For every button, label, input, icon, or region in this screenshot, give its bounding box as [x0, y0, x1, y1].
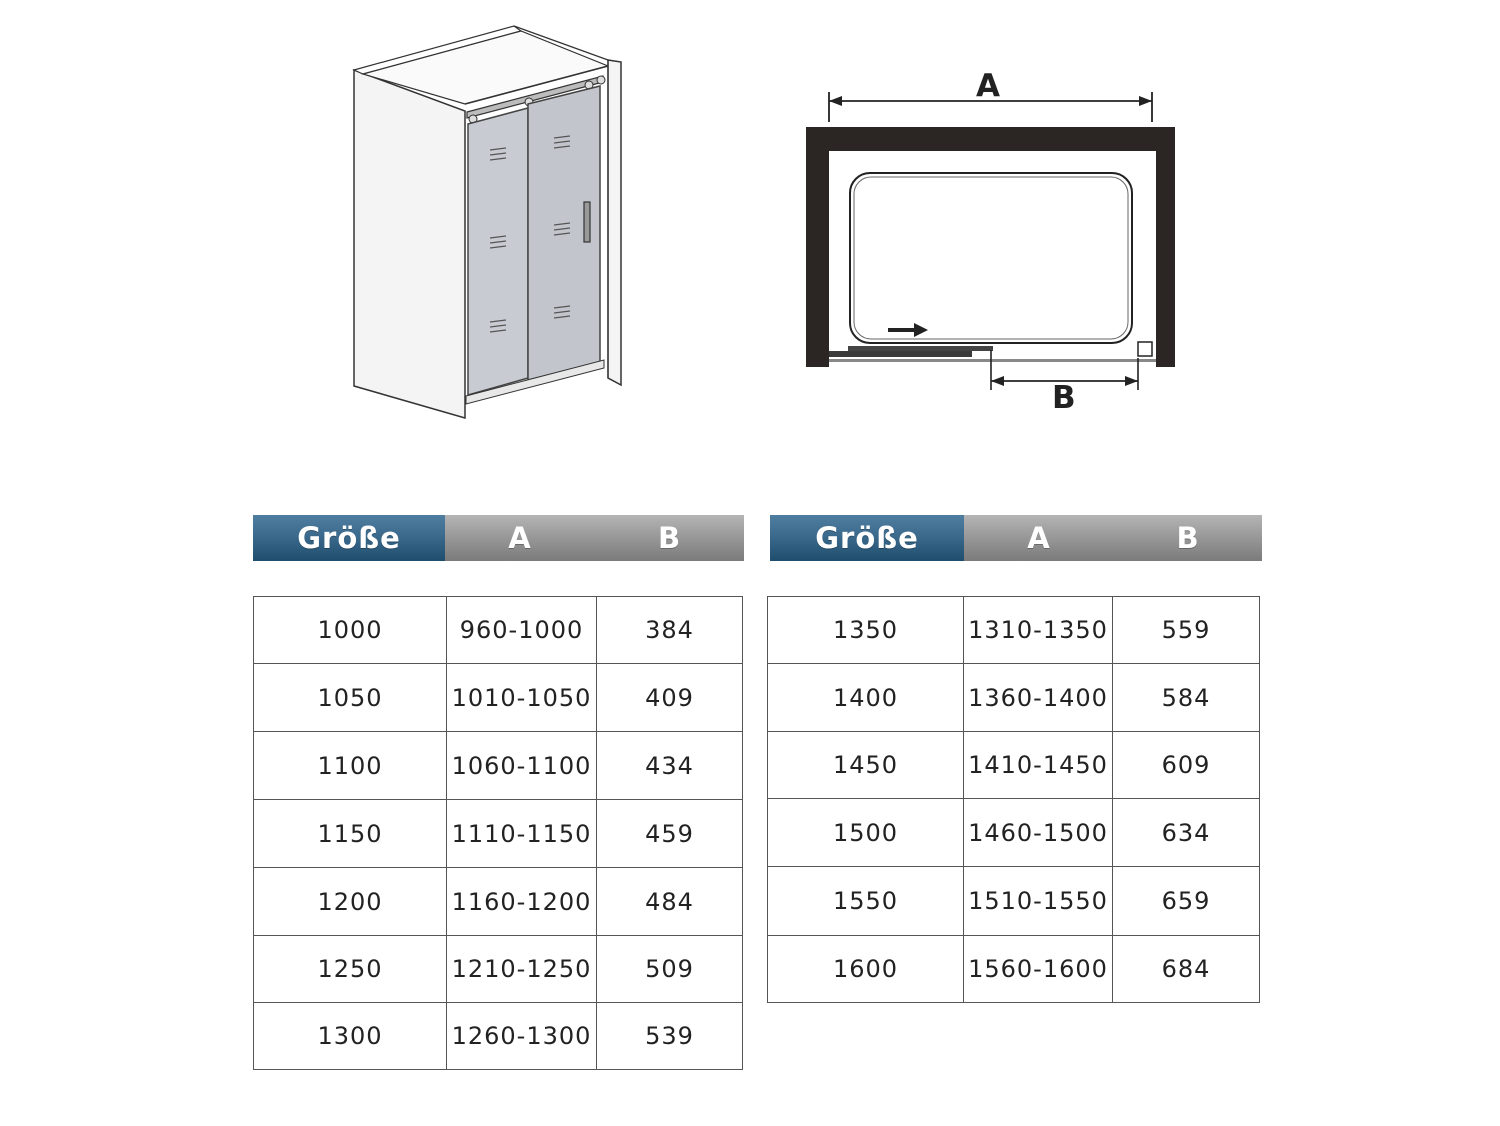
table-row: [768, 867, 1260, 936]
cell-a: 960-1000: [447, 597, 597, 664]
cell-size: 1550: [768, 867, 964, 936]
door-glass-top-view: [848, 346, 993, 351]
cell-size: 1350: [768, 597, 964, 664]
header-size: Größe: [770, 515, 964, 561]
cell-b: 509: [597, 936, 743, 1003]
table-row: [254, 868, 743, 936]
cell-size: 1100: [254, 732, 447, 800]
top-view-diagram: [0, 0, 1300, 440]
table-row: [254, 597, 743, 664]
table-row: [768, 732, 1260, 799]
table-row: [254, 800, 743, 868]
cell-b: 684: [1113, 936, 1260, 1003]
cell-a: 1210-1250: [447, 936, 597, 1003]
cell-a: 1510-1550: [964, 867, 1113, 936]
cell-b: 539: [597, 1003, 743, 1070]
cell-a: 1560-1600: [964, 936, 1113, 1003]
cell-b: 659: [1113, 867, 1260, 936]
table-row: [768, 936, 1260, 1003]
table-row: [768, 597, 1260, 664]
dimension-label-b: B: [1052, 380, 1076, 416]
size-table-1: [253, 596, 743, 1070]
cell-b: 559: [1113, 597, 1260, 664]
cell-size: 1600: [768, 936, 964, 1003]
cell-size: 1500: [768, 799, 964, 867]
cell-b: 409: [597, 664, 743, 732]
header-size: Größe: [253, 515, 445, 561]
table-1-header: [253, 515, 744, 561]
cell-size: 1450: [768, 732, 964, 799]
cell-a: 1160-1200: [447, 868, 597, 936]
dimension-label-a: A: [976, 68, 1000, 104]
size-table-2: [767, 596, 1260, 1003]
cell-b: 459: [597, 800, 743, 868]
cell-b: 609: [1113, 732, 1260, 799]
header-a: A: [445, 515, 595, 561]
cell-a: 1310-1350: [964, 597, 1113, 664]
cell-size: 1150: [254, 800, 447, 868]
header-a: A: [964, 515, 1114, 561]
cell-size: 1300: [254, 1003, 447, 1070]
table-2-header: [770, 515, 1262, 561]
table-row: [254, 1003, 743, 1070]
cell-a: 1410-1450: [964, 732, 1113, 799]
table-row: [254, 936, 743, 1003]
cell-size: 1250: [254, 936, 447, 1003]
cell-b: 634: [1113, 799, 1260, 867]
cell-b: 434: [597, 732, 743, 800]
cell-size: 1000: [254, 597, 447, 664]
table-row: [768, 799, 1260, 867]
table-row: [768, 664, 1260, 732]
cell-a: 1010-1050: [447, 664, 597, 732]
table-row: [254, 732, 743, 800]
cell-a: 1110-1150: [447, 800, 597, 868]
cell-size: 1050: [254, 664, 447, 732]
cell-a: 1460-1500: [964, 799, 1113, 867]
cell-a: 1260-1300: [447, 1003, 597, 1070]
header-b: B: [595, 515, 744, 561]
cell-a: 1060-1100: [447, 732, 597, 800]
cell-b: 484: [597, 868, 743, 936]
cell-a: 1360-1400: [964, 664, 1113, 732]
shower-tray: [850, 173, 1132, 343]
cell-b: 384: [597, 597, 743, 664]
cell-size: 1400: [768, 664, 964, 732]
cell-size: 1200: [254, 868, 447, 936]
table-row: [254, 664, 743, 732]
cell-b: 584: [1113, 664, 1260, 732]
header-b: B: [1114, 515, 1262, 561]
